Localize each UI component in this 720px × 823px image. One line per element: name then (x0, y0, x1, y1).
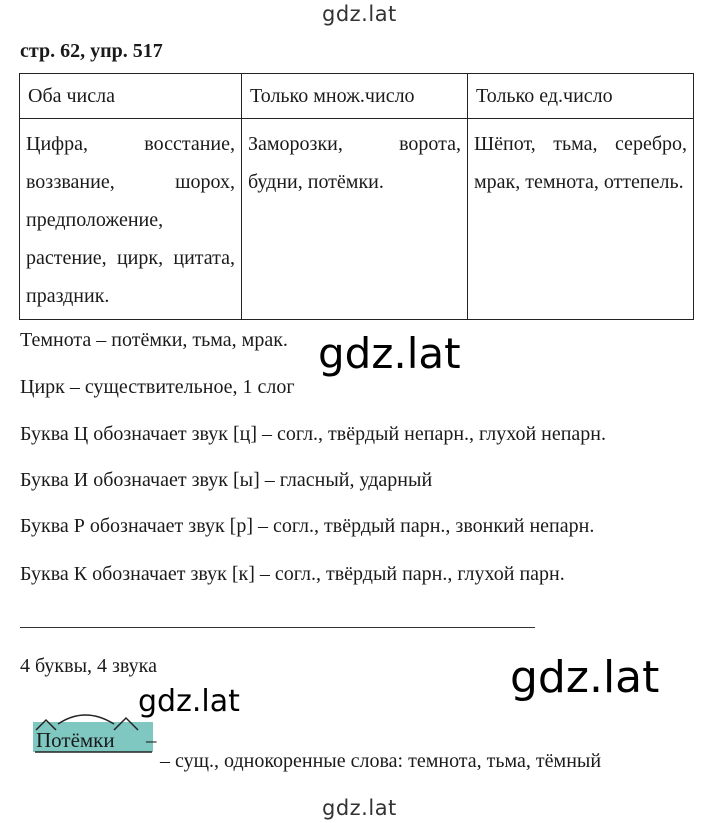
morpheme-word: Потёмки (36, 728, 115, 752)
text-line: Буква Ц обозначает звук [ц] – согл., твёрдый непарн., глухой непарн. (20, 423, 607, 445)
watermark-left: gdz.lat (138, 684, 240, 719)
text-line: Буква Р обозначает звук [р] – согл., твёрдый парн., звонкий непарн. (20, 515, 595, 537)
table-header-cell: Только ед.число (468, 74, 694, 119)
morpheme-note: – сущ., однокоренные слова: темнота, тьма, тёмный (160, 750, 602, 772)
exercise-heading: стр. 62, упр. 517 (20, 40, 163, 62)
text-line: Цирк – существительное, 1 слог (20, 376, 295, 398)
table-cell: Шёпот, тьма, серебро, мрак, темнота, оттепель. (468, 119, 694, 320)
watermark-bottom: gdz.lat (322, 796, 397, 820)
sound-count: 4 буквы, 4 звука (20, 655, 157, 677)
morpheme-dash: – (146, 728, 157, 752)
number-table (19, 73, 694, 320)
divider (20, 627, 535, 628)
watermark-middle: gdz.lat (318, 329, 461, 378)
table-cell: Заморозки, ворота, будни, потёмки. (242, 119, 468, 320)
table-cell: Цифра, восстание, воззвание, шорох, предположение, растение, цирк, цитата, праздник. (20, 119, 242, 320)
table-header-cell: Только множ.число (242, 74, 468, 119)
table-header-cell: Оба числа (20, 74, 242, 119)
text-line: Темнота – потёмки, тьма, мрак. (20, 329, 288, 351)
text-line: Буква И обозначает звук [ы] – гласный, ударный (20, 469, 433, 491)
table-header-row (20, 74, 694, 119)
table-row (20, 119, 694, 320)
text-line: Буква К обозначает звук [к] – согл., твёрдый парн., глухой парн. (20, 563, 565, 585)
watermark-top: gdz.lat (322, 2, 397, 26)
watermark-right: gdz.lat (510, 652, 660, 703)
